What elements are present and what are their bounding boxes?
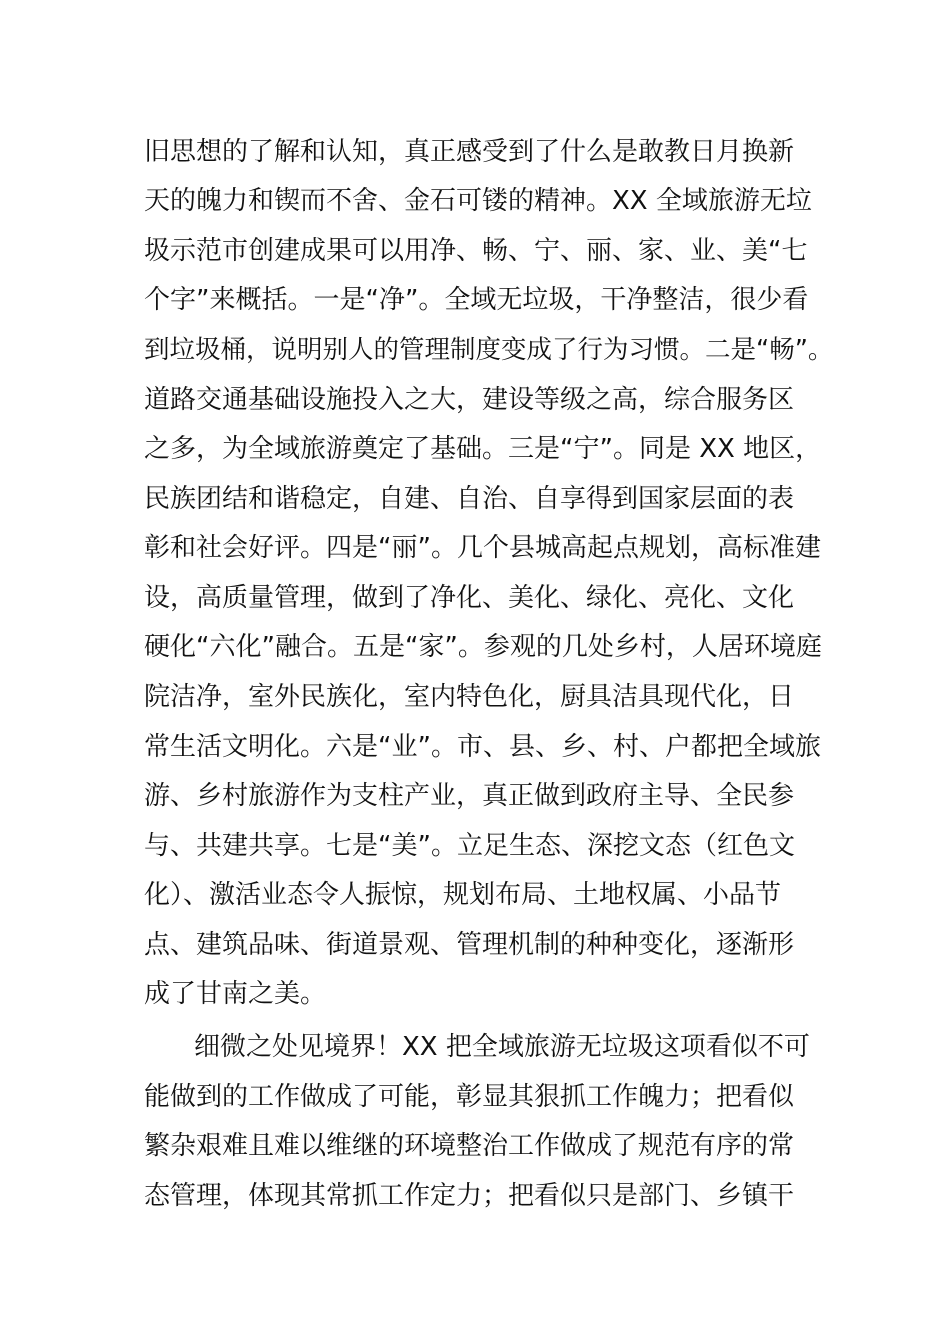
text-line: 旧思想的了解和认知，真正感受到了什么是敢教日月换新 — [144, 137, 795, 167]
text-line: 态管理，体现其常抓工作定力；把看似只是部门、乡镇干 — [144, 1181, 795, 1211]
text-line: 院洁净，室外民族化，室内特色化，厨具洁具现代化，日 — [144, 682, 795, 712]
text-line: 成了甘南之美。 — [144, 979, 327, 1009]
text-line: 点、建筑品味、街道景观、管理机制的种种变化，逐渐形 — [144, 930, 795, 960]
text-line: 硬化“六化”融合。五是“家”。参观的几处乡村，人居环境庭 — [144, 632, 822, 662]
text-line: 天的魄力和锲而不舍、金石可镂的精神。XX 全域旅游无垃 — [144, 186, 812, 216]
text-line: 之多，为全域旅游奠定了基础。三是“宁”。同是 XX 地区， — [144, 434, 822, 464]
text-line: 设，高质量管理，做到了净化、美化、绿化、亮化、文化 — [144, 583, 795, 613]
text-line: 游、乡村旅游作为支柱产业，真正做到政府主导、全民参 — [144, 781, 795, 811]
text-line: 民族团结和谐稳定，自建、自治、自享得到国家层面的表 — [144, 484, 795, 514]
text-line: 化）、激活业态令人振惊，规划布局、土地权属、小品节 — [144, 880, 782, 910]
text-line: 圾示范市创建成果可以用净、畅、宁、丽、家、业、美“七 — [144, 236, 808, 266]
text-line: 道路交通基础设施投入之大，建设等级之高，综合服务区 — [144, 385, 795, 415]
text-line: 能做到的工作做成了可能，彰显其狠抓工作魄力；把看似 — [144, 1082, 795, 1112]
text-line: 细微之处见境界！XX 把全域旅游无垃圾这项看似不可 — [194, 1032, 810, 1062]
text-line: 与、共建共享。七是“美”。立足生态、深挖文态（红色文 — [144, 831, 795, 861]
text-line: 个字”来概括。一是“净”。全域无垃圾，干净整洁，很少看 — [144, 285, 809, 315]
text-line: 彰和社会好评。四是“丽”。几个县城高起点规划，高标准建 — [144, 533, 821, 563]
text-line: 繁杂艰难且难以维继的环境整治工作做成了规范有序的常 — [144, 1131, 795, 1161]
text-line: 到垃圾桶，说明别人的管理制度变成了行为习惯。二是“畅”。 — [144, 335, 834, 365]
text-line: 常生活文明化。六是“业”。市、县、乡、村、户都把全域旅 — [144, 732, 821, 762]
